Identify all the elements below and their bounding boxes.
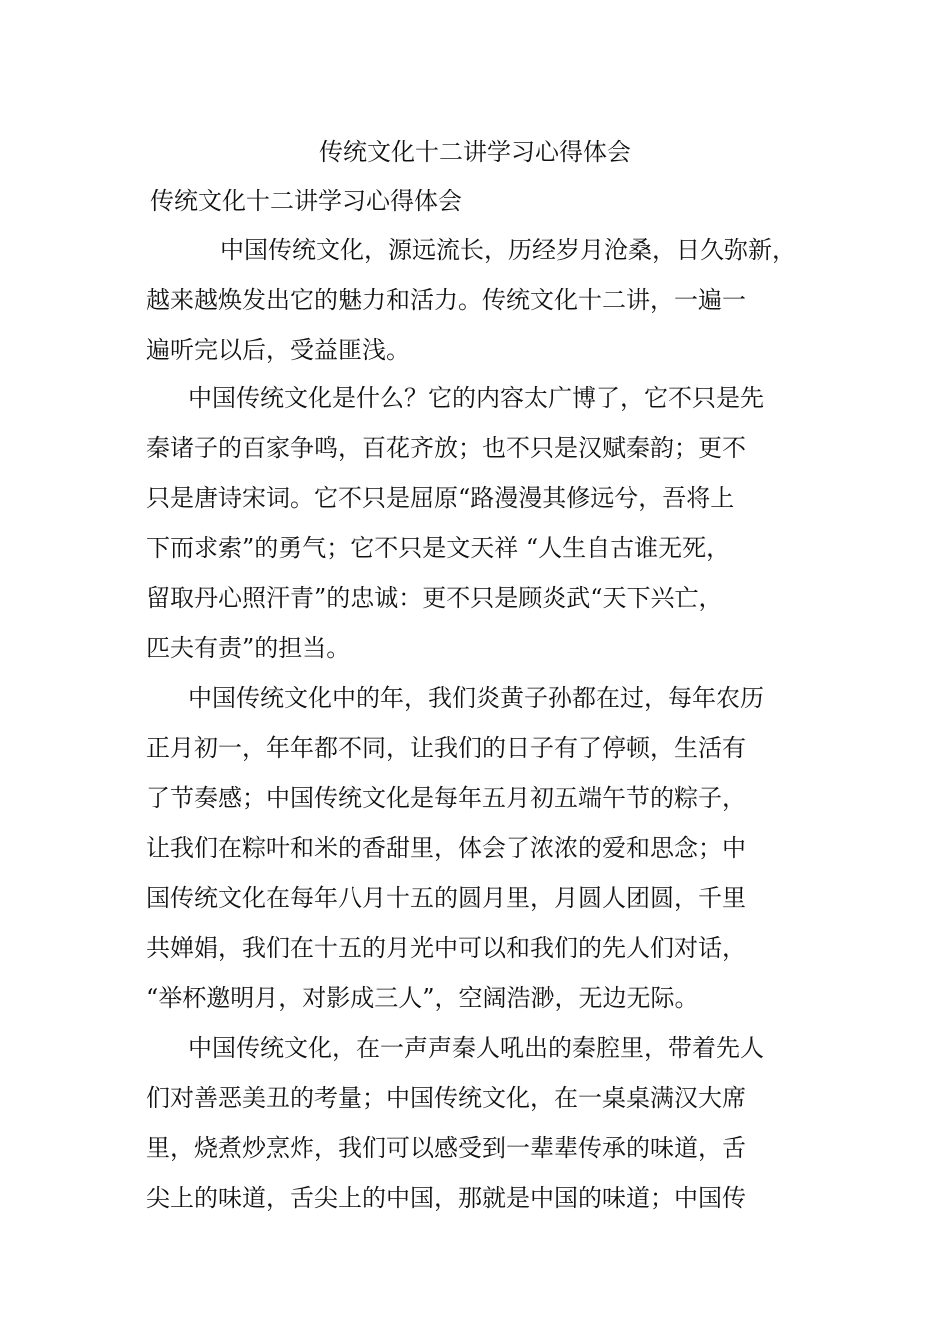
document-subtitle: 传统文化十二讲学习心得体会 [150, 187, 462, 215]
body-line: 遍听完以后，受益匪浅。 [146, 336, 410, 364]
body-line: 尖上的味道，舌尖上的中国，那就是中国的味道；中国传 [146, 1184, 746, 1212]
document-title: 传统文化十二讲学习心得体会 [319, 138, 631, 166]
body-line: 让我们在粽叶和米的香甜里，体会了浓浓的爱和思念；中 [146, 834, 746, 862]
body-line: 国传统文化在每年八月十五的圆月里，月圆人团圆，千里 [146, 884, 746, 912]
body-line: 中国传统文化是什么？它的内容太广博了，它不只是先 [188, 384, 764, 412]
body-line: 正月初一，年年都不同，让我们的日子有了停顿，生活有 [146, 734, 746, 762]
body-line: 中国传统文化中的年，我们炎黄子孙都在过，每年农历 [188, 684, 764, 712]
body-line: 留取丹心照汗青”的忠诚：更不只是顾炎武“天下兴亡， [146, 584, 723, 612]
body-line: 里，烧煮炒烹炸，我们可以感受到一辈辈传承的味道，舌 [146, 1134, 746, 1162]
body-line: 越来越焕发出它的魅力和活力。传统文化十二讲，一遍一 [146, 286, 746, 314]
body-line: 了节奏感；中国传统文化是每年五月初五端午节的粽子， [146, 784, 746, 812]
body-line: 秦诸子的百家争鸣，百花齐放；也不只是汉赋秦韵；更不 [146, 434, 746, 462]
body-line: 们对善恶美丑的考量；中国传统文化，在一桌桌满汉大席 [146, 1084, 746, 1112]
body-line: “举杯邀明月，对影成三人”，空阔浩渺，无边无际。 [146, 984, 699, 1012]
body-line: 匹夫有责”的担当。 [146, 634, 351, 662]
body-line: 共婵娟，我们在十五的月光中可以和我们的先人们对话， [146, 934, 746, 962]
body-line: 下而求索”的勇气；它不只是文天祥 “人生自古谁无死， [146, 534, 731, 562]
body-line: 中国传统文化，在一声声秦人吼出的秦腔里，带着先人 [188, 1034, 764, 1062]
body-line: 只是唐诗宋词。它不只是屈原“路漫漫其修远兮，吾将上 [146, 484, 735, 512]
body-line: 中国传统文化，源远流长，历经岁月沧桑，日久弥新， [220, 236, 796, 264]
